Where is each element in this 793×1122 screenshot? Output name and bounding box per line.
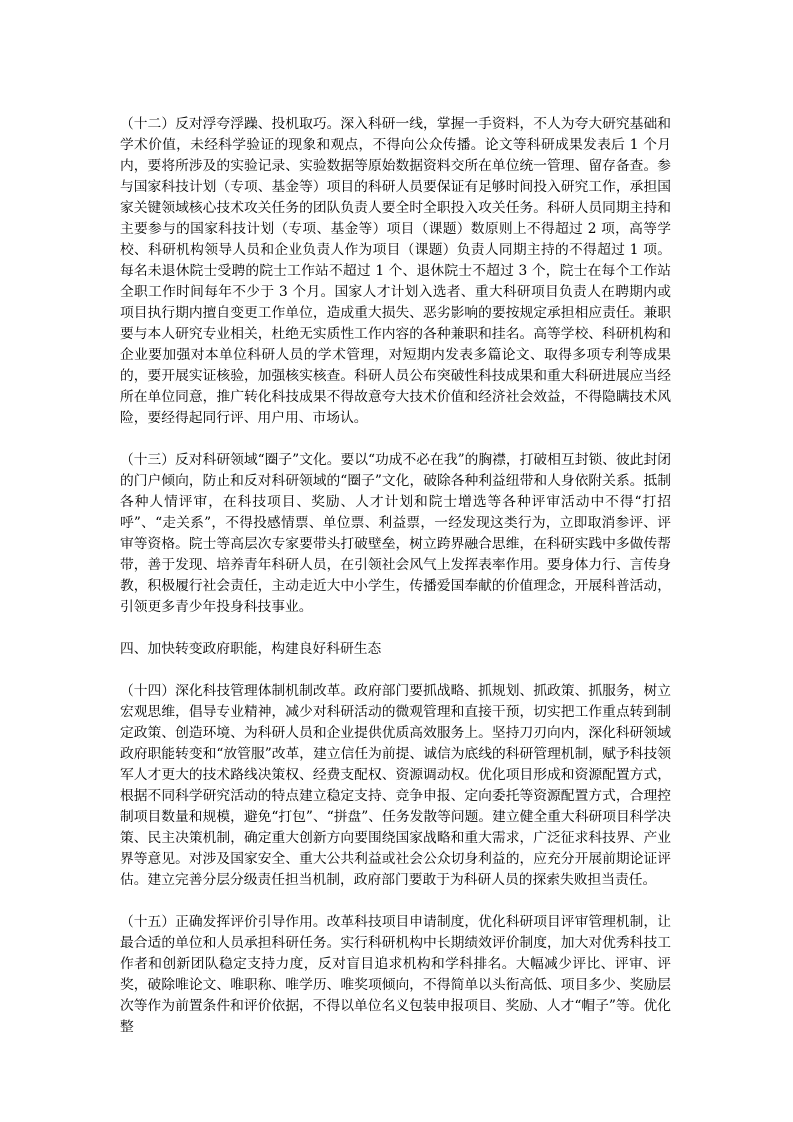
section-heading: 四、加快转变政府职能，构建良好科研生态: [120, 641, 382, 657]
document-body: [120, 114, 671, 1038]
paragraph-clause-12: （十二）反对浮夸浮躁、投机取巧。深入科研一线，掌握一手资料，不人为夸大研究基础和学术价值，未经科学验证的现象和观点，不得向公众传播。论文等科研成果发表后 1 个月内，要将所涉及的实验记录、实验数据等原始数据资料交所在单位统一管理、留存备查。参与国家科技计划（专项、基金等）项目的科研人员要保证有足够时间投入研究工作，承担国家关键领域核心技术攻关任务的团队负责人要全时全职投入攻关任务。科研人员同期主持和主要参与的国家科技计划（专项、基金等）项目（课题）数原则上不得超过 2 项，高等学校、科研机构领导人员和企业负责人作为项目（课题）负责人同期主持的不得超过 1 项。每名未退休院士受聘的院士工作站不超过 1 个、退休院士不超过 3 个，院士在每个工作站全职工作时间每年不少于 3 个月。国家人才计划入选者、重大科研项目负责人在聘期内或项目执行期内擅自变更工作单位，造成重大损失、恶劣影响的要按规定承担相应责任。兼职要与本人研究专业相关，杜绝无实质性工作内容的各种兼职和挂名。高等学校、科研机构和企业要加强对本单位科研人员的学术管理，对短期内发表多篇论文、取得多项专利等成果的，要开展实证核验，加强核实核查。科研人员公布突破性科技成果和重大科研进展应当经所在单位同意，推广转化科技成果不得故意夸大技术价值和经济社会效益，不得隐瞒技术风险，要经得起同行评、用户用、市场认。: [120, 116, 671, 426]
paragraph-clause-13: （十三）反对科研领域“圈子”文化。要以“功成不必在我”的胸襟，打破相互封锁、彼此封闭的门户倾向，防止和反对科研领域的“圈子”文化，破除各种利益纽带和人身依附关系。抵制各种人情评审，在科技项目、奖励、人才计划和院士增选等各种评审活动中不得“打招呼”、“走关系”，不得投感情票、单位票、利益票，一经发现这类行为，立即取消参评、评审等资格。院士等高层次专家要带头打破壁垒，树立跨界融合思维，在科研实践中多做传帮带，善于发现、培养青年科研人员，在引领社会风气上发挥表率作用。要身体力行、言传身教，积极履行社会责任，主动走近大中小学生，传播爱国奉献的价值理念，开展科普活动，引领更多青少年投身科技事业。: [120, 452, 671, 615]
paragraph-clause-15: （十五）正确发挥评价引导作用。改革科技项目申请制度，优化科研项目评审管理机制，让最合适的单位和人员承担科研任务。实行科研机构中长期绩效评价制度，加大对优秀科技工作者和创新团队稳定支持力度，反对盲目追求机构和学科排名。大幅减少评比、评审、评奖，破除唯论文、唯职称、唯学历、唯奖项倾向，不得简单以头衔高低、项目多少、奖励层次等作为前置条件和评价依据，不得以单位名义包装申报项目、奖励、人才“帽子”等。优化整: [120, 914, 671, 1035]
paragraph-clause-14: （十四）深化科技管理体制机制改革。政府部门要抓战略、抓规划、抓政策、抓服务，树立宏观思维，倡导专业精神，减少对科研活动的微观管理和直接干预，切实把工作重点转到制定政策、创造环境、为科研人员和企业提供优质高效服务上。坚持刀刃向内，深化科研领域政府职能转变和“放管服”改革，建立信任为前提、诚信为底线的科研管理机制，赋予科技领军人才更大的技术路线决策权、经费支配权、资源调动权。优化项目形成和资源配置方式，根据不同科学研究活动的特点建立稳定支持、竞争申报、定向委托等资源配置方式，合理控制项目数量和规模，避免“打包”、“拼盘”、任务发散等问题。建立健全重大科研项目科学决策、民主决策机制，确定重大创新方向要围绕国家战略和重大需求，广泛征求科技界、产业界等意见。对涉及国家安全、重大公共利益或社会公众切身利益的，应充分开展前期论证评估。建立完善分层分级责任担当机制，政府部门要敢于为科研人员的探索失败担当责任。: [120, 683, 671, 888]
